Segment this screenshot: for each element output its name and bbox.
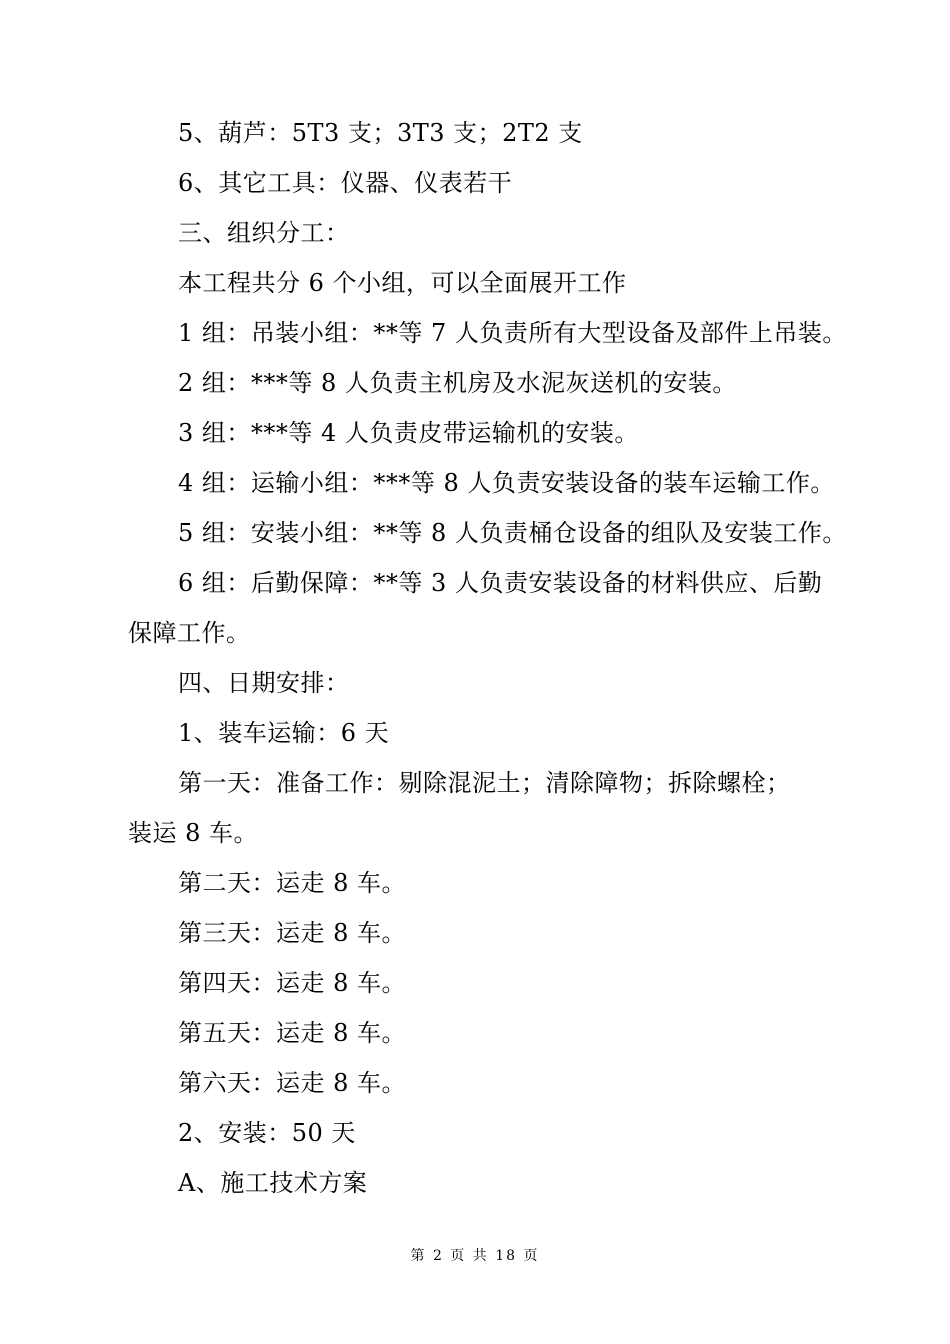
- paragraph-day-3: 第三天：运走 8 车。: [178, 919, 407, 947]
- paragraph-installation: 2、安装：50 天: [178, 1119, 356, 1147]
- paragraph-group-6-continued: 保障工作。: [128, 619, 251, 647]
- paragraph-day-4: 第四天：运走 8 车。: [178, 969, 407, 997]
- paragraph-day-6: 第六天：运走 8 车。: [178, 1069, 407, 1097]
- paragraph-hoist-tools: 5、葫芦：5T3 支；3T3 支；2T2 支: [178, 119, 583, 147]
- paragraph-group-4: 4 组：运输小组：***等 8 人负责安装设备的装车运输工作。: [178, 469, 835, 497]
- paragraph-group-1: 1 组：吊装小组：**等 7 人负责所有大型设备及部件上吊装。: [178, 319, 847, 347]
- section-heading-organization: 三、组织分工：: [178, 219, 350, 247]
- page-footer: 第 2 页 共 18 页: [410, 1248, 540, 1264]
- paragraph-day-1-continued: 装运 8 车。: [128, 819, 259, 847]
- paragraph-day-2: 第二天：运走 8 车。: [178, 869, 407, 897]
- paragraph-group-5: 5 组：安装小组：**等 8 人负责桶仓设备的组队及安装工作。: [178, 519, 847, 547]
- paragraph-other-tools: 6、其它工具：仪器、仪表若干: [178, 169, 513, 197]
- paragraph-day-5: 第五天：运走 8 车。: [178, 1019, 407, 1047]
- paragraph-day-1: 第一天：准备工作：剔除混泥土；清除障物；拆除螺栓；: [178, 769, 791, 797]
- paragraph-group-2: 2 组：***等 8 人负责主机房及水泥灰送机的安装。: [178, 369, 737, 397]
- paragraph-group-3: 3 组：***等 4 人负责皮带运输机的安装。: [178, 419, 639, 447]
- paragraph-group-6: 6 组：后勤保障：**等 3 人负责安装设备的材料供应、后勤: [178, 569, 823, 597]
- paragraph-technical-plan: A、施工技术方案: [178, 1169, 368, 1197]
- section-heading-schedule: 四、日期安排：: [178, 669, 350, 697]
- document-body: [128, 108, 847, 1208]
- paragraph-loading-transport: 1、装车运输：6 天: [178, 719, 390, 747]
- paragraph-groups-intro: 本工程共分 6 个小组，可以全面展开工作: [178, 269, 627, 297]
